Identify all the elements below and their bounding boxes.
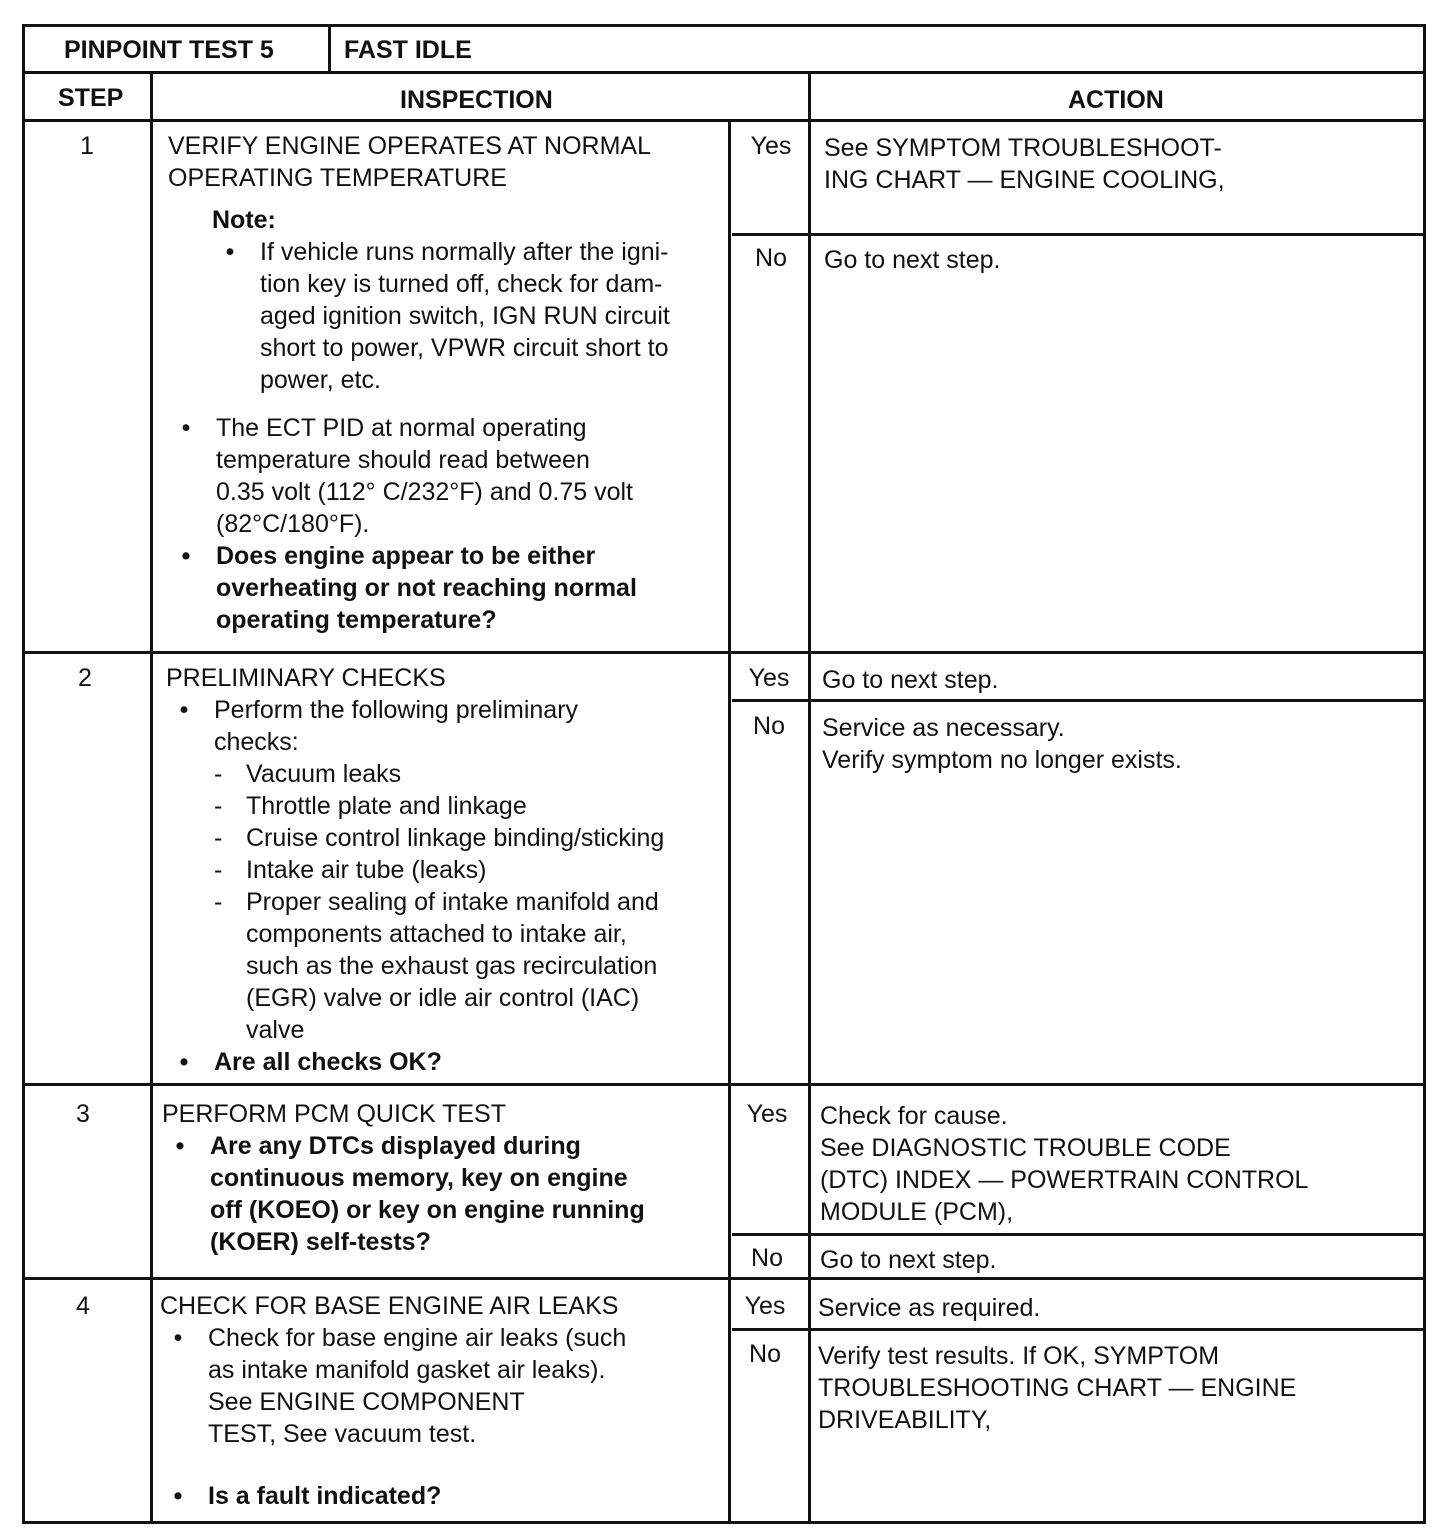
step-inspection bbox=[162, 1098, 722, 1258]
check-item: - Throttle plate and linkage bbox=[214, 792, 527, 820]
inspection-question: • Does engine appear to be either overheating or not reaching normal operating temperature? bbox=[168, 540, 728, 636]
result-no: No bbox=[751, 1244, 783, 1272]
action-yes: Go to next step. bbox=[822, 666, 999, 694]
rule-step1-yes-no bbox=[732, 233, 1426, 236]
bullet-icon: • bbox=[179, 696, 189, 724]
action-yes: See SYMPTOM TROUBLESHOOT- ING CHART — ENGINE COOLING, bbox=[824, 134, 1225, 194]
step-title: PERFORM PCM QUICK TEST bbox=[162, 1100, 507, 1128]
result-yes: Yes bbox=[744, 1292, 786, 1320]
inspection-bullet: • Perform the following preliminary checks: - Vacuum leaks - Throttle plate and linkage - Cruise control linkage binding/sticking - Intake air tube (leaks) - Proper sealing of intake manifold and components attached to intake air, such as the exhaust gas recirculation (EGR) valve or idle air control (IAC) valve bbox=[166, 694, 726, 1046]
note-item: • If vehicle runs normally after the igni- tion key is turned off, check for dam- aged ignition switch, IGN RUN circuit short to power, VPWR circuit short to power, etc. bbox=[212, 236, 728, 396]
rule-step-col bbox=[150, 72, 153, 1524]
column-header-inspection: INSPECTION bbox=[400, 86, 553, 114]
bullet-icon: • bbox=[181, 542, 191, 570]
step-number: 4 bbox=[76, 1292, 90, 1320]
step-inspection bbox=[160, 1290, 724, 1512]
column-header-action: ACTION bbox=[1068, 86, 1164, 114]
bullet-icon: • bbox=[175, 1132, 185, 1160]
step-number: 3 bbox=[76, 1100, 90, 1128]
check-item: - Proper sealing of intake manifold and components attached to intake air, such as the exhaust gas recirculation (EGR) valve or idle air control (IAC) valve bbox=[214, 888, 659, 1044]
step-title: PRELIMINARY CHECKS bbox=[166, 664, 446, 692]
rule-action-col bbox=[808, 72, 811, 1524]
action-yes: Check for cause. See DIAGNOSTIC TROUBLE CODE (DTC) INDEX — POWERTRAIN CONTROL MODULE (PCM), bbox=[820, 1102, 1309, 1226]
action-no: Service as necessary. Verify symptom no longer exists. bbox=[822, 714, 1182, 774]
check-item: - Vacuum leaks bbox=[214, 760, 402, 788]
result-no: No bbox=[753, 712, 785, 740]
rule-step2-yes-no bbox=[732, 699, 1426, 702]
step-inspection bbox=[168, 130, 728, 636]
inspection-bullet: • The ECT PID at normal operating temperature should read between 0.35 volt (112° C/232°F) and 0.75 volt (82°C/180°F). bbox=[168, 412, 728, 540]
test-label: PINPOINT TEST 5 bbox=[64, 36, 274, 64]
step-title: VERIFY ENGINE OPERATES AT NORMAL bbox=[168, 132, 651, 160]
inspection-bullet: • Check for base engine air leaks (such as intake manifold gasket air leaks). See ENGINE COMPONENT TEST, See vacuum test. bbox=[160, 1322, 724, 1450]
check-item: - Intake air tube (leaks) bbox=[214, 856, 487, 884]
bullet-icon: • bbox=[173, 1324, 183, 1352]
column-header-step: STEP bbox=[58, 84, 124, 112]
rule-step1-bottom bbox=[24, 651, 1426, 654]
inspection-question: • Are any DTCs displayed during continuous memory, key on engine off (KOEO) or key on engine running (KOER) self-tests? bbox=[162, 1130, 722, 1258]
rule-step2-bottom bbox=[24, 1083, 1426, 1086]
result-no: No bbox=[755, 244, 787, 272]
result-yes: Yes bbox=[746, 1100, 788, 1128]
step-number: 2 bbox=[78, 664, 92, 692]
result-yes: Yes bbox=[750, 132, 792, 160]
step-title: CHECK FOR BASE ENGINE AIR LEAKS bbox=[160, 1292, 619, 1320]
bullet-icon: • bbox=[173, 1482, 183, 1510]
step-title: OPERATING TEMPERATURE bbox=[168, 164, 507, 192]
rule-title-bottom bbox=[24, 71, 1426, 74]
inspection-question: • Are all checks OK? bbox=[166, 1046, 726, 1078]
action-yes: Service as required. bbox=[818, 1294, 1041, 1322]
action-no: Go to next step. bbox=[820, 1246, 997, 1274]
bullet-icon: • bbox=[181, 414, 191, 442]
rule-step4-yes-no bbox=[732, 1328, 1426, 1331]
step-number: 1 bbox=[80, 132, 94, 160]
action-no: Go to next step. bbox=[824, 246, 1001, 274]
bullet-icon: • bbox=[225, 238, 235, 266]
note-label: Note: bbox=[212, 206, 276, 234]
result-yes: Yes bbox=[748, 664, 790, 692]
rule-title-divider bbox=[328, 24, 331, 73]
rule-header-bottom bbox=[24, 119, 1426, 122]
inspection-question: • Is a fault indicated? bbox=[160, 1480, 724, 1512]
bullet-icon: • bbox=[179, 1048, 189, 1076]
rule-step3-bottom bbox=[24, 1277, 1426, 1280]
rule-step3-yes-no bbox=[732, 1233, 1426, 1236]
step-inspection bbox=[166, 662, 726, 1078]
result-no: No bbox=[749, 1340, 781, 1368]
test-title: FAST IDLE bbox=[344, 36, 472, 64]
action-no: Verify test results. If OK, SYMPTOM TROUBLESHOOTING CHART — ENGINE DRIVEABILITY, bbox=[818, 1342, 1297, 1434]
check-item: - Cruise control linkage binding/sticking bbox=[214, 824, 665, 852]
